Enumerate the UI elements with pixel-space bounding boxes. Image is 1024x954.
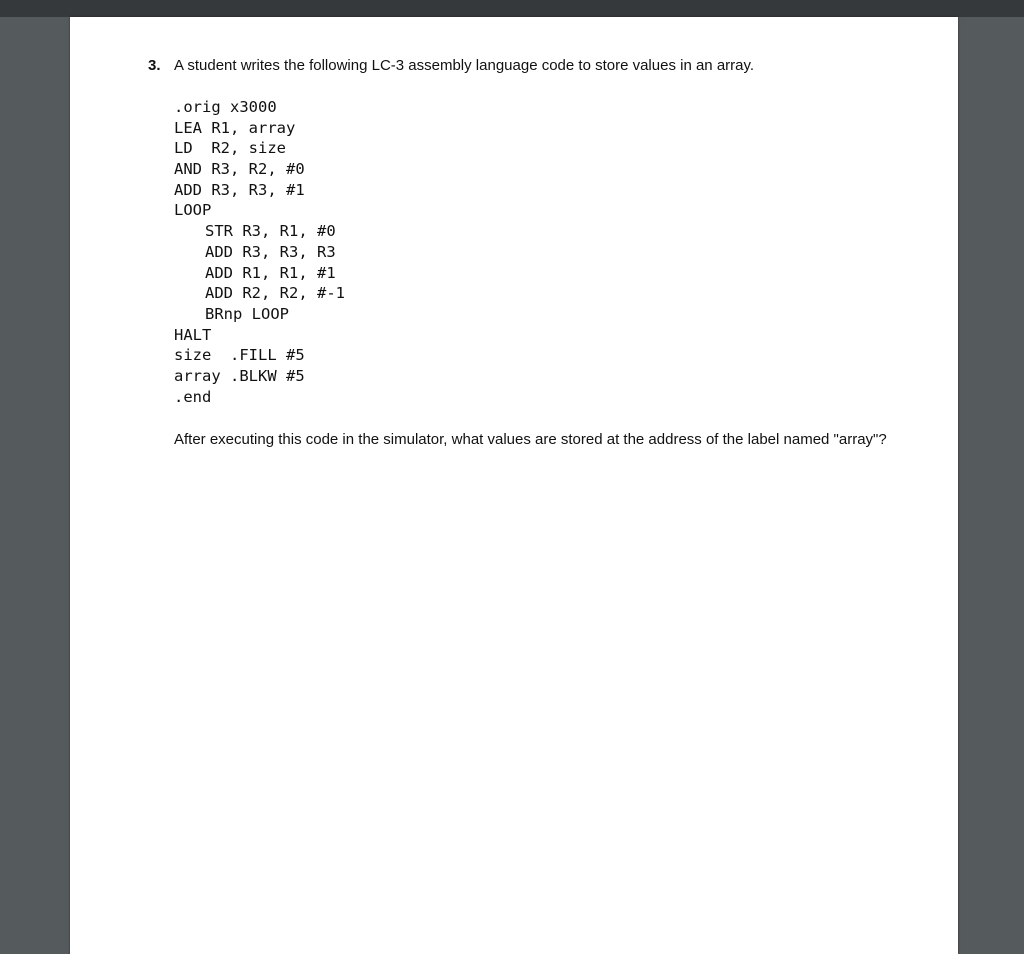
- code-line: LD R2, size: [174, 139, 286, 158]
- code-line: .orig x3000: [174, 98, 277, 116]
- question-number: 3.: [148, 57, 161, 74]
- question-prompt: After executing this code in the simulator, what values are stored at the address of the label named "array"?: [174, 431, 887, 448]
- code-line: HALT: [174, 325, 212, 344]
- question-heading: [148, 57, 754, 74]
- code-line: ADD R1, R1, #1: [205, 263, 336, 282]
- code-line: STR R3, R1, #0: [205, 222, 336, 241]
- document-page: [70, 17, 958, 954]
- code-line: LEA R1, array: [174, 118, 296, 137]
- code-line: ADD R3, R3, R3: [205, 242, 336, 261]
- code-line: BRnp LOOP: [205, 304, 289, 323]
- viewer-top-bar: [0, 0, 1024, 17]
- code-line: AND R3, R2, #0: [174, 160, 305, 179]
- question-text: A student writes the following LC-3 assembly language code to store values in an array.: [174, 57, 755, 74]
- code-block: [174, 97, 345, 407]
- code-line: size .FILL #5: [174, 346, 305, 365]
- code-line: ADD R2, R2, #-1: [205, 284, 345, 303]
- code-line: array .BLKW #5: [174, 366, 305, 385]
- code-line: LOOP: [174, 201, 212, 220]
- code-line: ADD R3, R3, #1: [174, 180, 305, 199]
- code-line: .end: [174, 387, 212, 406]
